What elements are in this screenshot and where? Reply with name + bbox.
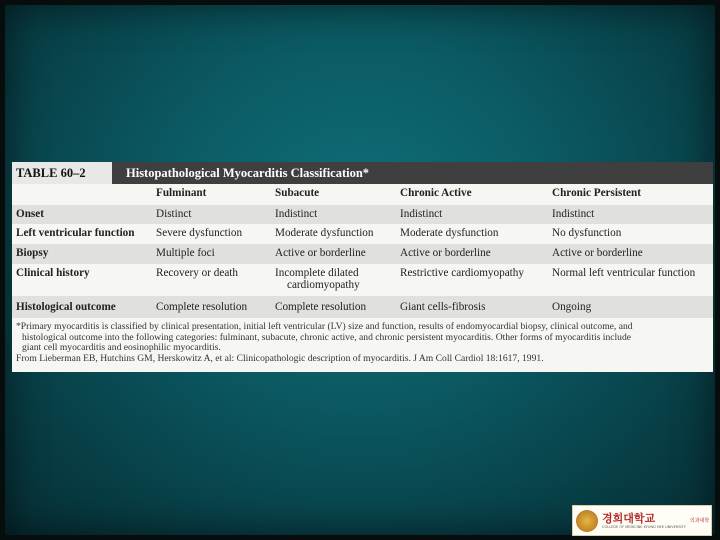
footnote-line: giant cell myocarditis and eosinophilic myocarditis. [22,342,221,353]
row-label: Clinical history [16,267,90,279]
university-emblem-icon [576,510,598,532]
university-logo [572,505,712,536]
footnote-line: *Primary myocarditis is classified by clinical presentation, initial left ventricular (LV) size and function, results of endomyocardial biopsy, clinical outcome, and [16,321,633,332]
table-cell-multiline [275,267,360,291]
logo-side-text: 의과대학 [689,517,710,524]
logo-main-text: 경희대학교 [602,511,656,525]
row-label: Onset [16,208,44,220]
table-cell: Severe dysfunction [156,227,243,239]
row-label: Histological outcome [16,301,116,313]
table-header-row [12,184,713,204]
table-cell: Indistinct [552,208,595,220]
table-title: Histopathological Myocarditis Classification* [126,165,370,180]
table-cell: Active or borderline [400,247,491,259]
table-title-bar [12,162,713,184]
header-fulminant: Fulminant [156,187,207,199]
row-label: Left ventricular function [16,227,135,239]
table-row [12,244,713,264]
logo-sub-text: COLLEGE OF MEDICINE KYUNG HEE UNIVERSITY [602,524,686,529]
table-cell-line: Incomplete dilated [275,267,359,279]
header-chronic-persistent: Chronic Persistent [552,187,641,199]
table-cell: Complete resolution [275,301,367,313]
logo-text [602,513,686,529]
table-cell: Indistinct [275,208,318,220]
table-cell: Active or borderline [275,247,366,259]
slide-background [5,5,715,535]
table-cell: Complete resolution [156,301,248,313]
table-cell-line: cardiomyopathy [287,279,360,291]
footnote-source: From Lieberman EB, Hutchins GM, Herskowitz A, et al: Clinicopathologic description of myocarditis. J Am Coll Cardiol 18:1617, 1991. [16,353,544,364]
row-label: Biopsy [16,247,49,259]
table-cell: Indistinct [400,208,443,220]
table-row [12,224,713,244]
table-cell: Normal left ventricular function [552,267,696,279]
table-cell: Distinct [156,208,192,220]
table-cell: Active or borderline [552,247,643,259]
header-chronic-active: Chronic Active [400,187,472,199]
table-cell: Multiple foci [156,247,215,259]
table-label: TABLE 60–2 [12,162,112,184]
table-cell: Recovery or death [156,267,239,279]
table-row [12,205,713,224]
table-cell: Giant cells-fibrosis [400,301,486,313]
header-subacute: Subacute [275,187,320,199]
table-cell: Moderate dysfunction [400,227,499,239]
classification-table [12,162,713,372]
footnote-line: histological outcome into the following categories: fulminant, subacute, chronic active, and chronic persistent myocarditis. Other forms of myocarditis include [22,332,632,343]
table-row [12,296,713,318]
table-cell: Restrictive cardiomyopathy [400,267,524,279]
table-row [12,264,713,294]
table-cell: Moderate dysfunction [275,227,374,239]
table-cell: No dysfunction [552,227,622,239]
table-cell: Ongoing [552,301,592,313]
